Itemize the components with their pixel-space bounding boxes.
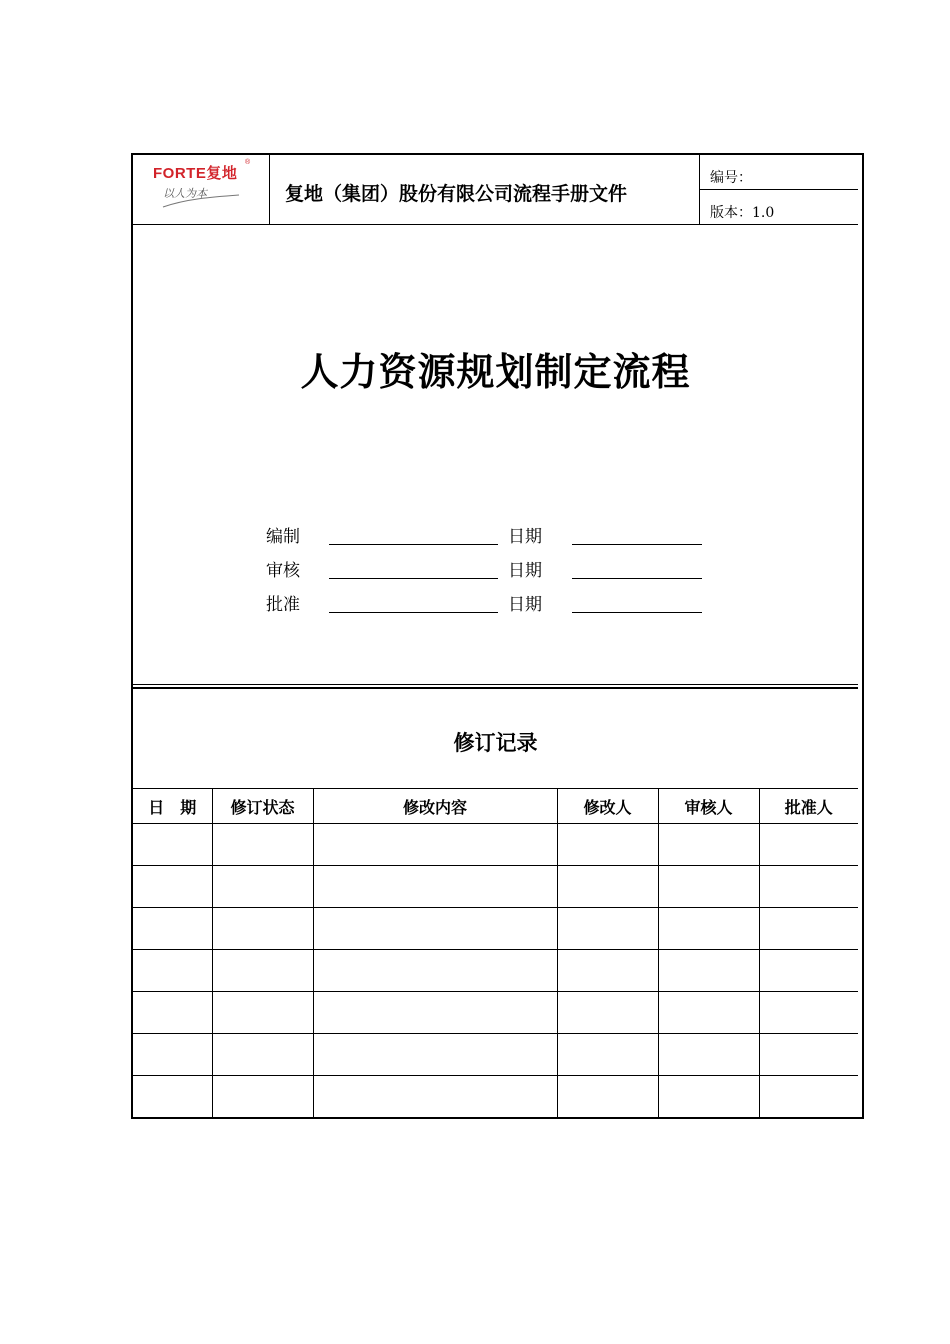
table-cell[interactable]	[759, 950, 858, 992]
signature-role: 批准	[266, 595, 300, 615]
doc-version-row	[700, 190, 858, 224]
section-divider	[133, 684, 858, 685]
column-header: 批准人	[759, 789, 858, 824]
table-cell[interactable]	[557, 1076, 658, 1118]
table-cell[interactable]	[313, 908, 557, 950]
doc-version-label: 版本：1.0	[710, 205, 775, 221]
doc-number-row	[700, 155, 858, 190]
table-row	[133, 824, 858, 866]
signature-date-label: 日期	[508, 561, 542, 581]
signature-row-approve	[133, 590, 858, 620]
signature-date-label: 日期	[508, 527, 542, 547]
signature-date-line[interactable]	[572, 578, 702, 579]
table-cell[interactable]	[133, 1076, 212, 1118]
table-cell[interactable]	[658, 1034, 759, 1076]
table-cell[interactable]	[759, 1076, 858, 1118]
signature-role: 编制	[266, 527, 300, 547]
table-row	[133, 950, 858, 992]
table-cell[interactable]	[133, 992, 212, 1034]
column-header: 审核人	[658, 789, 759, 824]
table-cell[interactable]	[759, 992, 858, 1034]
column-header: 修改人	[557, 789, 658, 824]
table-cell[interactable]	[313, 950, 557, 992]
table-cell[interactable]	[658, 824, 759, 866]
table-row	[133, 908, 858, 950]
table-cell[interactable]	[212, 950, 313, 992]
table-cell[interactable]	[212, 1034, 313, 1076]
table-cell[interactable]	[212, 992, 313, 1034]
table-cell[interactable]	[658, 908, 759, 950]
table-cell[interactable]	[212, 824, 313, 866]
table-cell[interactable]	[133, 824, 212, 866]
document-body	[133, 155, 858, 1115]
doc-meta-cell	[700, 155, 858, 224]
table-cell[interactable]	[658, 992, 759, 1034]
table-cell[interactable]	[313, 992, 557, 1034]
signature-row-prepare	[133, 522, 858, 552]
table-cell[interactable]	[557, 950, 658, 992]
table-cell[interactable]	[658, 1076, 759, 1118]
table-row	[133, 866, 858, 908]
logo-slogan: 以人为本	[163, 187, 207, 200]
logo-swoosh-icon	[161, 193, 241, 209]
signature-date-label: 日期	[508, 595, 542, 615]
document-title: 人力资源规划制定流程	[300, 350, 691, 394]
signature-row-review	[133, 556, 858, 586]
table-cell[interactable]	[133, 866, 212, 908]
signature-date-line[interactable]	[572, 544, 702, 545]
doc-number-label: 编号：	[710, 170, 752, 186]
table-cell[interactable]	[759, 866, 858, 908]
revision-table	[133, 788, 858, 1117]
column-header: 修改内容	[313, 789, 557, 824]
table-cell[interactable]	[133, 1034, 212, 1076]
company-title-cell	[269, 155, 700, 224]
signature-name-line[interactable]	[329, 578, 498, 579]
table-cell[interactable]	[759, 1034, 858, 1076]
column-header: 修订状态	[212, 789, 313, 824]
registered-mark: ®	[245, 159, 251, 166]
table-cell[interactable]	[557, 908, 658, 950]
table-cell[interactable]	[557, 992, 658, 1034]
document-header	[133, 155, 858, 225]
table-cell[interactable]	[313, 1034, 557, 1076]
signature-name-line[interactable]	[329, 612, 498, 613]
table-cell[interactable]	[658, 950, 759, 992]
table-cell[interactable]	[557, 824, 658, 866]
table-cell[interactable]	[313, 1076, 557, 1118]
table-cell[interactable]	[212, 866, 313, 908]
company-logo	[153, 162, 237, 183]
table-cell[interactable]	[658, 866, 759, 908]
section-divider	[133, 687, 858, 689]
table-cell[interactable]	[557, 866, 658, 908]
column-header: 日 期	[133, 789, 212, 824]
table-row	[133, 992, 858, 1034]
signature-role: 审核	[266, 561, 300, 581]
logo-text: FORTE	[153, 165, 207, 182]
table-cell[interactable]	[133, 908, 212, 950]
table-cell[interactable]	[557, 1034, 658, 1076]
table-cell[interactable]	[212, 908, 313, 950]
signature-date-line[interactable]	[572, 612, 702, 613]
table-cell[interactable]	[759, 824, 858, 866]
table-cell[interactable]	[759, 908, 858, 950]
signature-name-line[interactable]	[329, 544, 498, 545]
revision-title: 修订记录	[453, 731, 538, 755]
table-cell[interactable]	[133, 950, 212, 992]
company-title: 复地（集团）股份有限公司流程手册文件	[285, 183, 628, 205]
logo-cell	[133, 155, 270, 224]
logo-cn-text: 复地	[206, 165, 238, 182]
table-row	[133, 1034, 858, 1076]
table-row	[133, 1076, 858, 1118]
revision-header-row	[133, 789, 858, 824]
table-cell[interactable]	[212, 1076, 313, 1118]
table-cell[interactable]	[313, 866, 557, 908]
table-cell[interactable]	[313, 824, 557, 866]
